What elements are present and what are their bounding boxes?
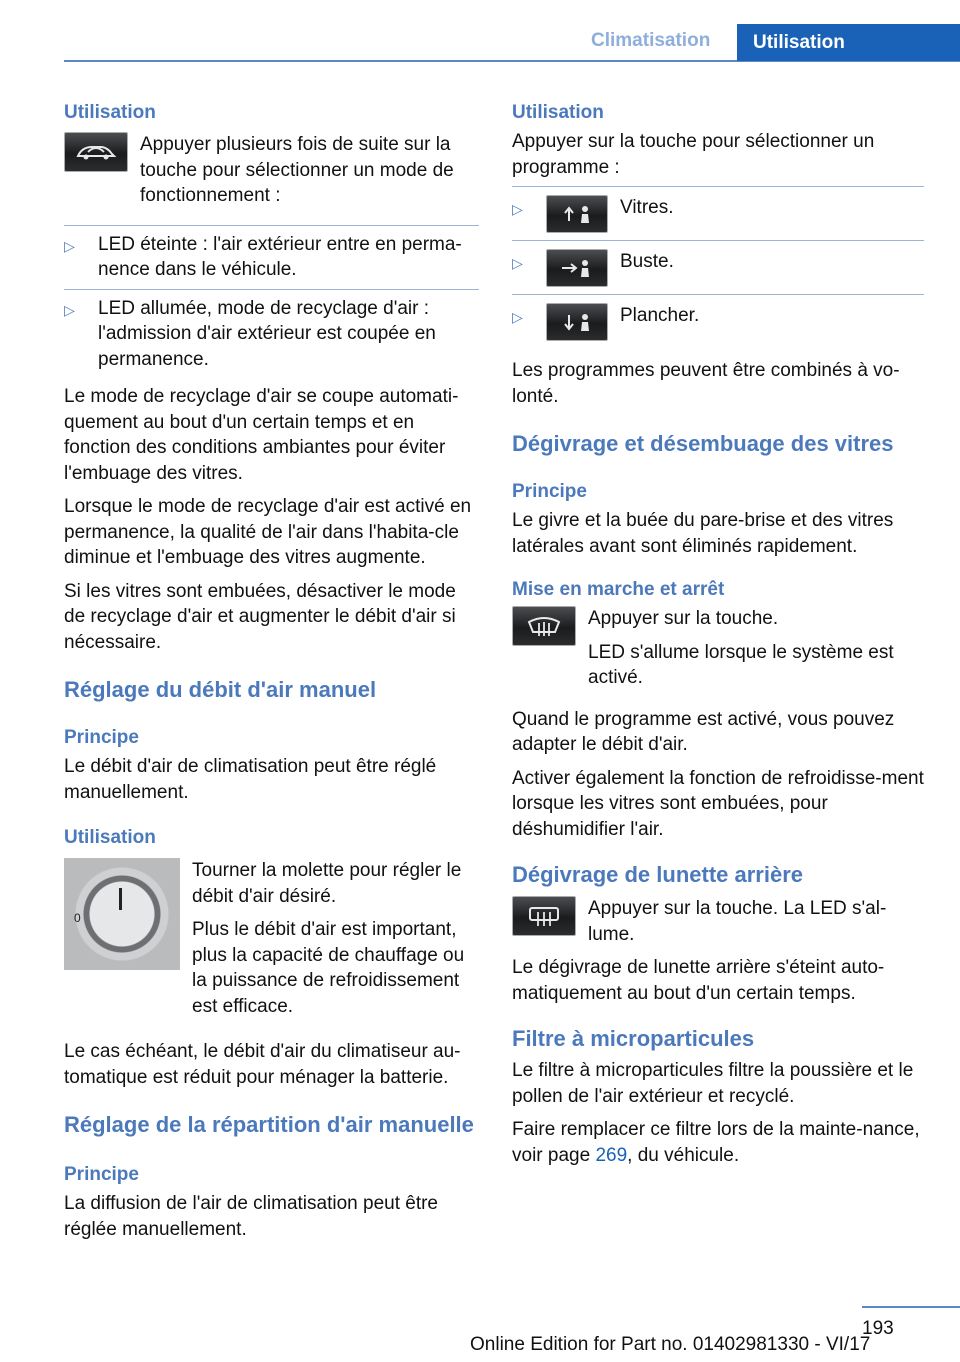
knob-text: Tourner la molette pour régler le débit d'air désiré.: [192, 860, 462, 907]
rear-window-defrost-button-icon: [512, 896, 576, 936]
header-section-tab[interactable]: Climatisation: [591, 30, 711, 51]
triangle-bullet-icon: ▷: [512, 201, 523, 217]
paragraph: Le cas échéant, le débit d'air du climatiseur au-tomatique est réduit pour ménager la batterie.: [64, 1041, 461, 1088]
knob-figure: [64, 858, 479, 1027]
paragraph: Lorsque le mode de recyclage d'air est activé en permanence, la qualité de l'air dans l'habita-cle diminue et l'embuage des vitres augmente.: [64, 496, 472, 568]
paragraph: Le dégivrage de lunette arrière s'éteint auto-matiquement au bout d'un certain temps.: [512, 957, 885, 1004]
heading-distribution: Réglage de la répartition d'air manuelle: [64, 1112, 474, 1137]
usage-text: Appuyer plusieurs fois de suite sur la touche pour sélectionner un mode de fonctionnement :: [140, 134, 454, 206]
paragraph: Les programmes peuvent être combinés à vo-lonté.: [512, 360, 900, 407]
subheading-utilisation: Utilisation: [64, 102, 156, 123]
subheading-principe: Principe: [64, 1164, 139, 1185]
program-upper-body: ▷ Buste.: [512, 240, 924, 294]
upper-body-program-button-icon: [546, 249, 608, 287]
paragraph: Si les vitres sont embuées, désactiver le mode de recyclage d'air et augmenter le débit d'air si nécessaire.: [64, 580, 456, 653]
windows-program-button-icon: [546, 195, 608, 233]
edition-footer: Online Edition for Part no. 01402981330 - VI/17: [470, 1334, 871, 1355]
windshield-defrost-button-icon: [512, 606, 576, 646]
program-floor: ▷ Plancher.: [512, 294, 924, 348]
heading-airflow: Réglage du débit d'air manuel: [64, 677, 377, 702]
knob-zero-label: 0: [74, 911, 81, 925]
heading-filter: Filtre à microparticules: [512, 1026, 755, 1051]
paragraph: Le filtre à microparticules filtre la poussière et le pollen de l'air extérieur et recyclé.: [512, 1060, 914, 1107]
knob-indicator: [119, 888, 122, 910]
paragraph: Faire remplacer ce filtre lors de la mainte-nance, voir page 269, du véhicule.: [512, 1119, 920, 1166]
airflow-knob-image: [64, 858, 180, 970]
knob-text: Plus le débit d'air est important, plus la capacité de chauffage ou la puissance de refroidissement est efficace.: [192, 919, 465, 1017]
heading-rear-defrost: Dégivrage de lunette arrière: [512, 862, 804, 887]
led-mode-list: [64, 225, 479, 379]
footer-rule: [862, 1306, 960, 1308]
paragraph: Quand le programme est activé, vous pouvez adapter le débit d'air.: [512, 708, 895, 755]
paragraph: Appuyer sur la touche.: [588, 608, 779, 629]
subheading-utilisation: Utilisation: [64, 827, 156, 848]
paragraph: Le givre et la buée du pare-brise et des vitres latérales avant sont éliminés rapidement.: [512, 510, 894, 557]
defrost-figure: [512, 606, 924, 699]
paragraph: La diffusion de l'air de climatisation peut être réglée manuellement.: [64, 1193, 438, 1240]
subheading-utilisation: Utilisation: [512, 102, 604, 123]
triangle-bullet-icon: ▷: [64, 237, 75, 254]
page-number: 193: [862, 1318, 894, 1339]
floor-program-button-icon: [546, 303, 608, 341]
subheading-principe: Principe: [64, 727, 139, 748]
page-link[interactable]: 269: [595, 1144, 628, 1166]
header-active-tab[interactable]: Utilisation: [737, 24, 960, 61]
recirc-figure: [64, 132, 479, 217]
right-column: [512, 100, 924, 1176]
triangle-bullet-icon: ▷: [64, 301, 75, 318]
subheading-on-off: Mise en marche et arrêt: [512, 579, 725, 600]
program-windows: ▷ Vitres.: [512, 186, 924, 240]
paragraph: LED s'allume lorsque le système est activé.: [588, 641, 894, 688]
paragraph: Le débit d'air de climatisation peut être réglé manuellement.: [64, 756, 437, 803]
paragraph: Activer également la fonction de refroidisse-ment lorsque les vitres sont embuées, pour déshumidifier l'air.: [512, 767, 924, 840]
triangle-bullet-icon: ▷: [512, 309, 523, 325]
left-column: [64, 100, 479, 1250]
subheading-principe: Principe: [512, 481, 587, 502]
paragraph: Appuyer sur la touche pour sélectionner un programme :: [512, 131, 875, 178]
list-item: ▷ LED allumée, mode de recyclage d'air : l'admission d'air extérieur est coupée en permanence.: [64, 289, 479, 379]
rear-defrost-figure: [512, 896, 924, 955]
triangle-bullet-icon: ▷: [512, 255, 523, 271]
heading-defrost: Dégivrage et désembuage des vitres: [512, 431, 894, 456]
paragraph: Le mode de recyclage d'air se coupe automati-quement au bout d'un certain temps et en fonction des conditions ambiantes pour éviter l'embuage des vitres.: [64, 386, 459, 484]
list-item: ▷ LED éteinte : l'air extérieur entre en perma-nence dans le véhicule.: [64, 225, 479, 289]
paragraph: Appuyer sur la touche. La LED s'al-lume.: [588, 898, 887, 945]
recirculation-button-icon: [64, 132, 128, 172]
